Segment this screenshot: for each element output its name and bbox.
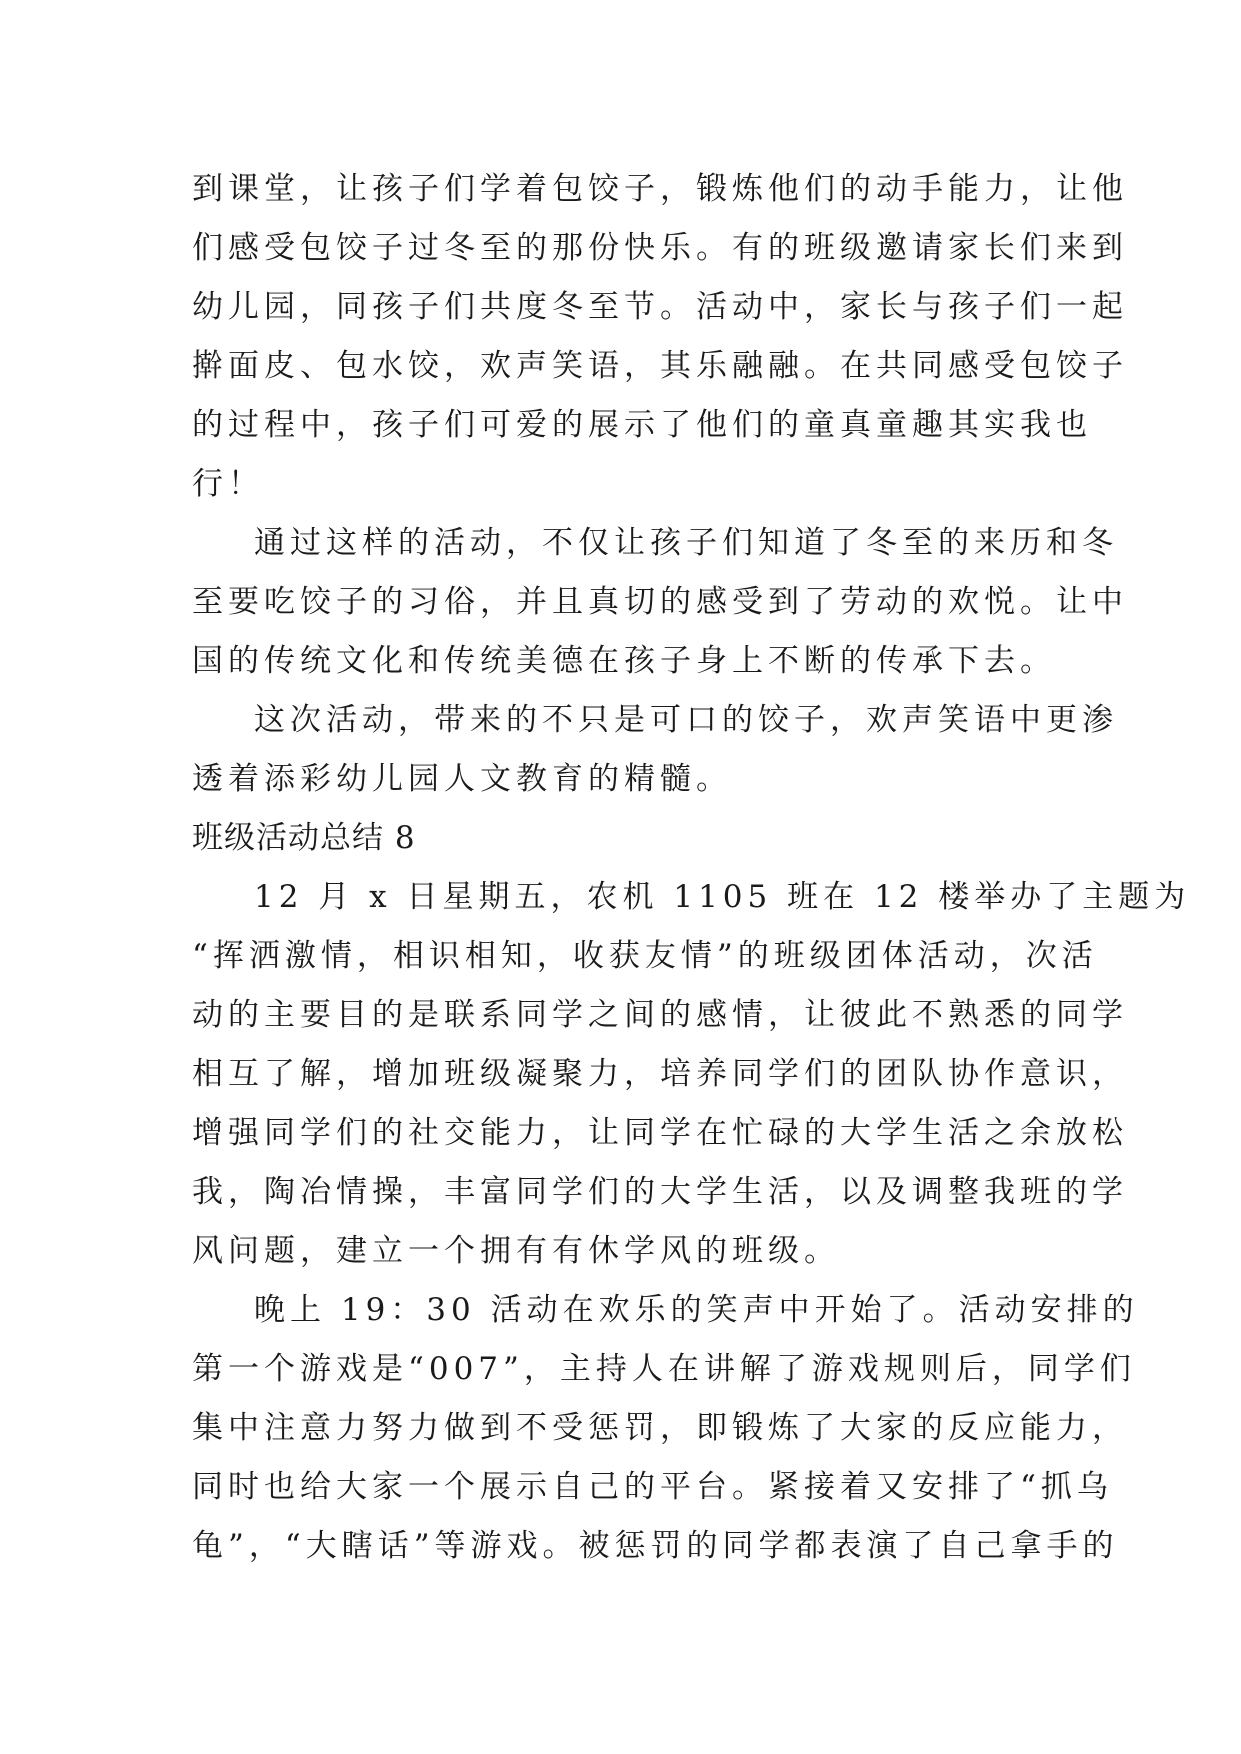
text-line: 幼儿园，同孩子们共度冬至节。活动中，家长与孩子们一起 <box>192 289 1128 325</box>
text-line: 增强同学们的社交能力，让同学在忙碌的大学生活之余放松 <box>192 1115 1128 1151</box>
text-line: 擀面皮、包水饺，欢声笑语，其乐融融。在共同感受包饺子 <box>192 348 1128 384</box>
text-line: 相互了解，增加班级凝聚力，培养同学们的团队协作意识， <box>192 1056 1128 1092</box>
text-line: 同时也给大家一个展示自己的平台。紧接着又安排了“抓乌 <box>192 1469 1113 1505</box>
text-line: 我，陶冶情操，丰富同学们的大学生活，以及调整我班的学 <box>192 1174 1128 1210</box>
paragraph-evening-games <box>192 1281 1139 1576</box>
text-line: 国的传统文化和传统美德在孩子身上不断的传承下去。 <box>192 643 1056 679</box>
text-line: 动的主要目的是联系同学之间的感情，让彼此不熟悉的同学 <box>192 997 1128 1033</box>
text-line: 晚上 19：30 活动在欢乐的笑声中开始了。活动安排的 <box>254 1292 1139 1328</box>
text-line: 透着添彩幼儿园人文教育的精髓。 <box>192 761 732 797</box>
section-heading: 班级活动总结 8 <box>192 820 416 856</box>
text-line: 第一个游戏是“007”，主持人在讲解了游戏规则后，同学们 <box>192 1351 1136 1387</box>
text-line: 12 月 x 日星期五，农机 1105 班在 12 楼举办了主题为 <box>254 879 1191 915</box>
text-line: 风问题，建立一个拥有有休学风的班级。 <box>192 1233 840 1269</box>
text-line: 们感受包饺子过冬至的那份快乐。有的班级邀请家长们来到 <box>192 230 1128 266</box>
paragraph-dumpling-activity <box>192 160 1128 514</box>
text-line: 到课堂，让孩子们学着包饺子，锻炼他们的动手能力，让他 <box>192 171 1128 207</box>
document-body <box>192 160 1191 1576</box>
paragraph-activity-conclusion <box>192 691 1118 809</box>
text-line: “挥洒激情，相识相知，收获友情”的班级团体活动，次活 <box>192 938 1098 974</box>
paragraph-activity-meaning <box>192 514 1128 691</box>
text-line: 的过程中，孩子们可爱的展示了他们的童真童趣其实我也 <box>192 407 1092 443</box>
text-line: 通过这样的活动，不仅让孩子们知道了冬至的来历和冬 <box>254 525 1118 561</box>
text-line: 龟”，“大瞎话”等游戏。被惩罚的同学都表演了自己拿手的 <box>192 1528 1119 1564</box>
text-line: 至要吃饺子的习俗，并且真切的感受到了劳动的欢悦。让中 <box>192 584 1128 620</box>
paragraph-class-event-intro <box>192 868 1191 1281</box>
text-line: 集中注意力努力做到不受惩罚，即锻炼了大家的反应能力， <box>192 1410 1128 1446</box>
text-line: 行！ <box>192 466 264 502</box>
text-line: 这次活动，带来的不只是可口的饺子，欢声笑语中更渗 <box>254 702 1118 738</box>
